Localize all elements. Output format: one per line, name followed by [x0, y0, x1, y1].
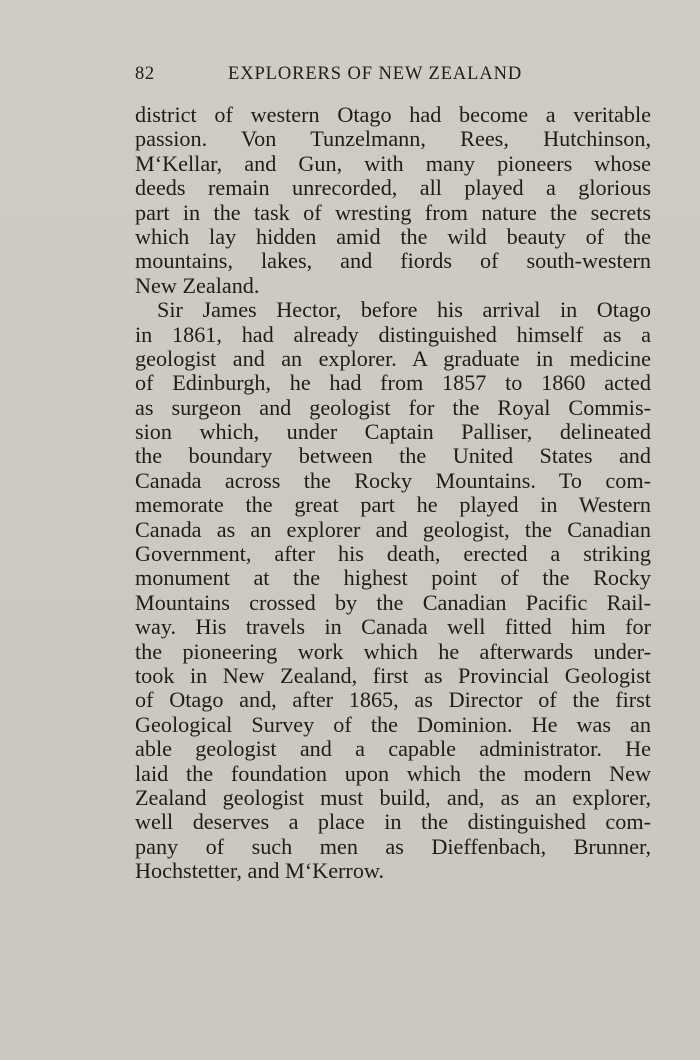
text-line: way. His travels in Canada well fitted him for [135, 614, 651, 640]
text-line: Hochstetter, and M‘Kerrow. [135, 858, 385, 884]
text-line: Zealand geologist must build, and, as an explorer, [135, 784, 651, 810]
text-line: in 1861, had already distinguished himself as a [135, 321, 651, 347]
text-line: Canada across the Rocky Mountains. To com- [135, 467, 651, 493]
text-line: geologist and an explorer. A graduate in medicine [135, 345, 651, 371]
text-line: Mountains crossed by the Canadian Pacific Rail- [135, 589, 651, 615]
text-line: able geologist and a capable administrator. He [135, 736, 651, 762]
text-line: mountains, lakes, and fiords of south-western [135, 248, 651, 274]
text-line: of Otago and, after 1865, as Director of the first [135, 687, 651, 713]
running-title: EXPLORERS OF NEW ZEALAND [228, 64, 523, 84]
text-line: deeds remain unrecorded, all played a glorious [135, 175, 651, 201]
text-line: part in the task of wresting from nature the secrets [135, 199, 651, 225]
body-text [135, 103, 651, 884]
text-line: Government, after his death, erected a striking [135, 541, 651, 567]
text-line: the boundary between the United States and [135, 443, 651, 469]
running-head [135, 64, 653, 90]
text-line: Canada as an explorer and geologist, the Canadian [135, 516, 651, 542]
text-line: as surgeon and geologist for the Royal Commis- [135, 394, 651, 420]
text-line: which lay hidden amid the wild beauty of the [135, 223, 651, 249]
text-line: Geological Survey of the Dominion. He was an [135, 711, 651, 737]
page-number: 82 [135, 64, 155, 84]
text-line: took in New Zealand, first as Provincial Geologist [135, 662, 651, 688]
text-line: memorate the great part he played in Western [135, 492, 651, 518]
text-line: Sir James Hector, before his arrival in Otago [157, 297, 651, 323]
text-line: New Zealand. [135, 272, 260, 298]
text-line: district of western Otago had become a veritable [135, 102, 651, 127]
text-line: sion which, under Captain Palliser, delineated [135, 419, 651, 445]
text-line: laid the foundation upon which the modern New [135, 760, 651, 786]
text-line: the pioneering work which he afterwards under- [135, 638, 651, 664]
text-line: of Edinburgh, he had from 1857 to 1860 acted [135, 370, 651, 396]
text-line: passion. Von Tunzelmann, Rees, Hutchinson, [135, 126, 651, 152]
text-line: monument at the highest point of the Rocky [135, 565, 651, 591]
text-line: well deserves a place in the distinguished com- [135, 809, 651, 835]
text-line: M‘Kellar, and Gun, with many pioneers whose [135, 150, 651, 176]
text-line: pany of such men as Dieffenbach, Brunner, [135, 833, 651, 859]
